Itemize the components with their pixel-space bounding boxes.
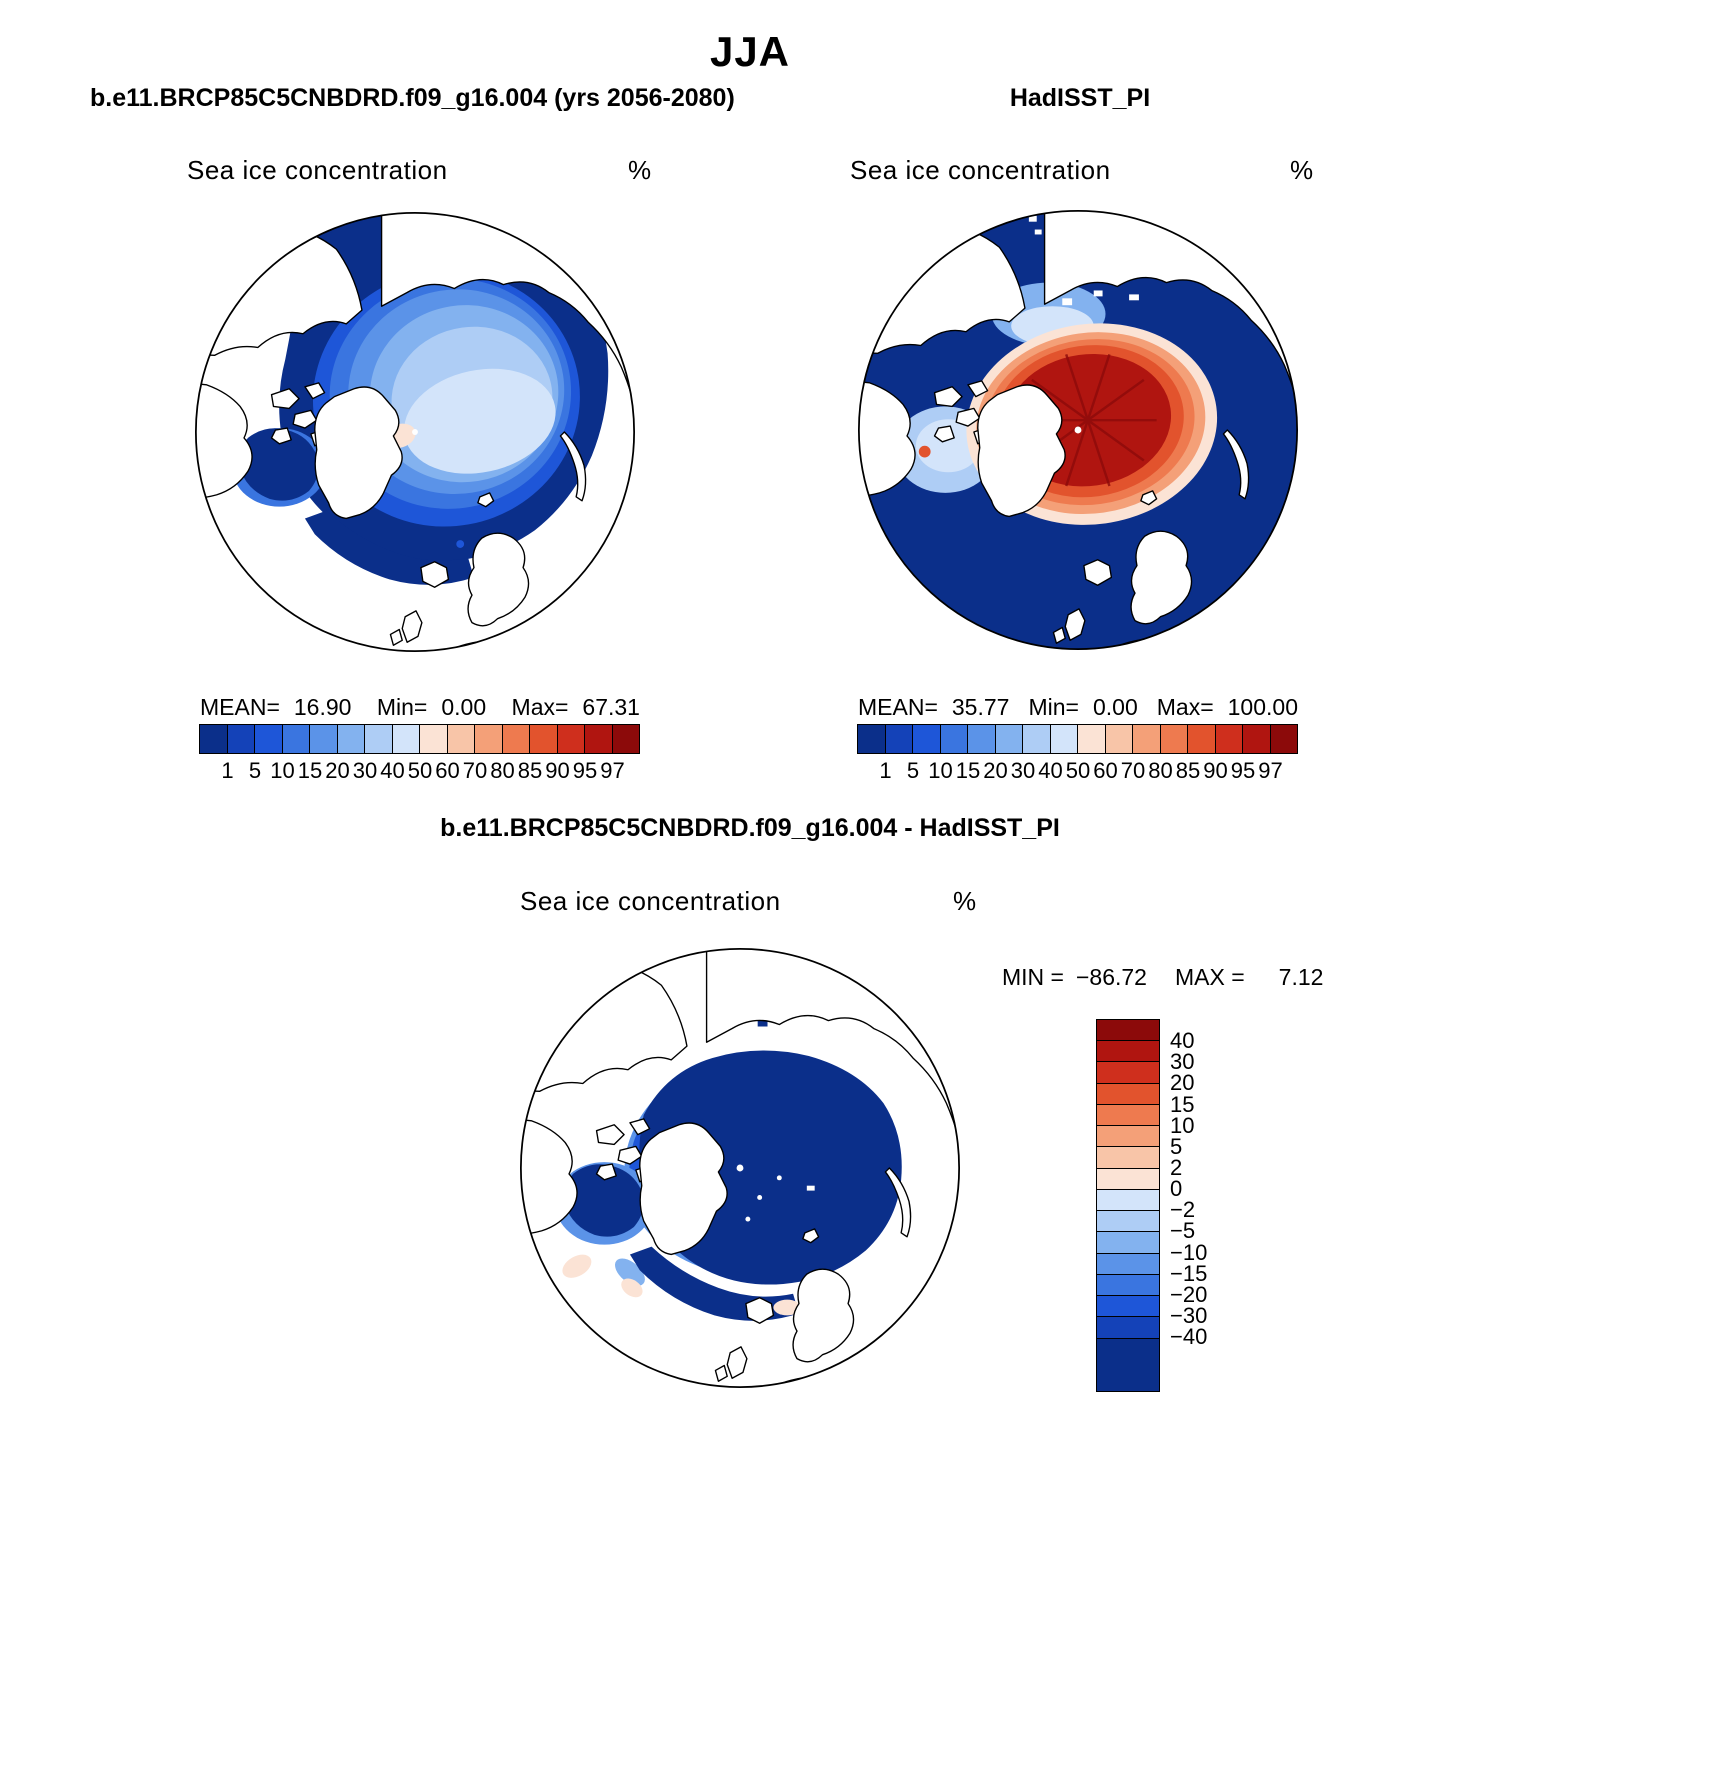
colorbar-cell <box>1215 724 1244 754</box>
colorbar-level-label: −2 <box>1170 1197 1196 1223</box>
colorbar-level-label: 10 <box>1170 1112 1195 1138</box>
tick-label: 5 <box>906 758 920 783</box>
max-label: Max= <box>1156 694 1214 720</box>
map-obs-content <box>852 204 1304 656</box>
max-label: MAX = <box>1174 964 1245 990</box>
colorbar-cell <box>1077 724 1106 754</box>
colorbar-level-label: −10 <box>1170 1239 1208 1265</box>
obs-field-label: Sea ice concentration <box>850 155 1111 185</box>
colorbar-cell <box>1096 1210 1160 1232</box>
colorbar-level-label: 5 <box>1170 1133 1183 1159</box>
colorbar-cell <box>337 724 366 754</box>
tick-label: 80 <box>490 758 515 783</box>
colorbar-cell <box>1242 724 1271 754</box>
colorbar-cell <box>912 724 941 754</box>
obs-units: % <box>1290 155 1314 185</box>
colorbar-cell <box>584 724 613 754</box>
colorbar-level-label: 30 <box>1170 1049 1195 1075</box>
tick-label: 70 <box>1120 758 1146 783</box>
colorbar-cell <box>419 724 448 754</box>
tick-label: 10 <box>928 758 953 783</box>
colorbar-cell <box>1096 1338 1160 1393</box>
panel-diff-title: b.e11.BRCP85C5CNBDRD.f09_g16.004 - HadISST_PI <box>440 814 1060 842</box>
colorbar-cell <box>1096 1253 1160 1275</box>
min-value: 0.00 <box>1092 694 1138 720</box>
colorbar-cell <box>282 724 311 754</box>
colorbar-cell <box>1270 724 1299 754</box>
colorbar-cell <box>447 724 476 754</box>
panel-model-title: b.e11.BRCP85C5CNBDRD.f09_g16.004 (yrs 2056-2080) <box>90 84 735 112</box>
model-stats <box>200 694 640 721</box>
colorbar-cell <box>502 724 531 754</box>
colorbar-level-label: −15 <box>1170 1260 1208 1286</box>
map-model <box>189 206 641 658</box>
map-obs <box>852 204 1304 656</box>
tick-label: 15 <box>297 758 323 783</box>
model-units: % <box>628 155 652 185</box>
colorbar-cell <box>1096 1274 1160 1296</box>
max-value: 67.31 <box>582 694 640 720</box>
tick-label: 90 <box>545 758 570 783</box>
model-colorbar-ticks <box>200 758 640 784</box>
colorbar-level-label: 2 <box>1170 1154 1183 1180</box>
colorbar-cell <box>227 724 256 754</box>
colorbar-cell <box>1160 724 1189 754</box>
tick-label: 20 <box>325 758 350 783</box>
model-field-label: Sea ice concentration <box>187 155 448 185</box>
colorbar-cell <box>1096 1146 1160 1168</box>
tick-label: 15 <box>955 758 981 783</box>
colorbar-cell <box>529 724 558 754</box>
tick-label: 20 <box>983 758 1008 783</box>
colorbar-cell <box>967 724 996 754</box>
min-label: Min= <box>1028 694 1079 720</box>
tick-label: 50 <box>407 758 433 783</box>
mean-label: MEAN= <box>858 694 938 720</box>
tick-label: 85 <box>517 758 543 783</box>
colorbar-cell <box>1187 724 1216 754</box>
colorbar-cell <box>1096 1231 1160 1253</box>
colorbar-level-label: −20 <box>1170 1281 1208 1307</box>
min-value: 0.00 <box>441 694 487 720</box>
colorbar-level-label: −5 <box>1170 1218 1196 1244</box>
colorbar-cell <box>1096 1168 1160 1190</box>
tick-label: 30 <box>1010 758 1036 783</box>
tick-label: 1 <box>879 758 892 783</box>
diff-field-label: Sea ice concentration <box>520 886 781 916</box>
colorbar-cell <box>1096 1061 1160 1083</box>
colorbar-cell <box>1050 724 1079 754</box>
colorbar-cell <box>885 724 914 754</box>
colorbar-cell <box>1096 1019 1160 1041</box>
colorbar-level-label: 20 <box>1170 1070 1195 1096</box>
colorbar-level-label: 0 <box>1170 1176 1183 1202</box>
tick-label: 95 <box>572 758 598 783</box>
colorbar-level-label: −40 <box>1170 1324 1208 1350</box>
tick-label: 10 <box>270 758 295 783</box>
colorbar-level-label: −30 <box>1170 1302 1208 1328</box>
tick-label: 90 <box>1203 758 1228 783</box>
colorbar-cell <box>1096 1104 1160 1126</box>
tick-label: 80 <box>1148 758 1173 783</box>
colorbar-cell <box>1096 1316 1160 1338</box>
model-colorbar <box>200 724 640 754</box>
tick-label: 95 <box>1230 758 1256 783</box>
panel-obs-title: HadISST_PI <box>1009 84 1151 112</box>
max-value: 7.12 <box>1278 964 1324 990</box>
colorbar-cell <box>364 724 393 754</box>
obs-colorbar-ticks <box>858 758 1298 784</box>
diff-stats <box>1002 964 1323 991</box>
colorbar-cell <box>1096 1125 1160 1147</box>
colorbar-cell <box>392 724 421 754</box>
colorbar-cell <box>309 724 338 754</box>
min-value: −86.72 <box>1075 964 1147 990</box>
obs-colorbar <box>858 724 1298 754</box>
max-value: 100.00 <box>1227 694 1298 720</box>
colorbar-cell <box>1096 1083 1160 1105</box>
colorbar-cell <box>1096 1295 1160 1317</box>
tick-label: 60 <box>1093 758 1118 783</box>
mean-value: 16.90 <box>293 694 352 720</box>
colorbar-cell <box>940 724 969 754</box>
colorbar-cell <box>612 724 641 754</box>
colorbar-cell <box>1022 724 1051 754</box>
page-title: JJA <box>709 28 791 75</box>
tick-label: 60 <box>435 758 460 783</box>
tick-label: 30 <box>352 758 378 783</box>
colorbar-cell <box>557 724 586 754</box>
colorbar-cell <box>1096 1189 1160 1211</box>
diff-colorbar <box>1096 1020 1158 1392</box>
tick-label: 5 <box>248 758 262 783</box>
tick-label: 97 <box>600 758 625 783</box>
diff-units: % <box>953 886 977 916</box>
tick-label: 85 <box>1175 758 1201 783</box>
colorbar-level-label: 15 <box>1170 1091 1195 1117</box>
colorbar-cell <box>995 724 1024 754</box>
tick-label: 97 <box>1258 758 1283 783</box>
tick-label: 1 <box>221 758 234 783</box>
map-diff <box>514 942 966 1394</box>
tick-label: 40 <box>1038 758 1063 783</box>
obs-stats <box>858 694 1298 721</box>
colorbar-cell <box>199 724 228 754</box>
colorbar-cell <box>474 724 503 754</box>
colorbar-cell <box>254 724 283 754</box>
colorbar-level-label: 40 <box>1170 1028 1195 1054</box>
mean-value: 35.77 <box>951 694 1010 720</box>
colorbar-cell <box>1096 1040 1160 1062</box>
diff-colorbar-labels <box>1170 1020 1240 1392</box>
colorbar-cell <box>1105 724 1134 754</box>
tick-label: 40 <box>380 758 405 783</box>
mean-label: MEAN= <box>200 694 280 720</box>
min-label: Min= <box>376 694 428 720</box>
colorbar-cell <box>1132 724 1161 754</box>
max-label: Max= <box>511 694 569 720</box>
min-label: MIN = <box>1002 964 1064 990</box>
tick-label: 50 <box>1065 758 1091 783</box>
colorbar-cell <box>857 724 886 754</box>
tick-label: 70 <box>462 758 488 783</box>
